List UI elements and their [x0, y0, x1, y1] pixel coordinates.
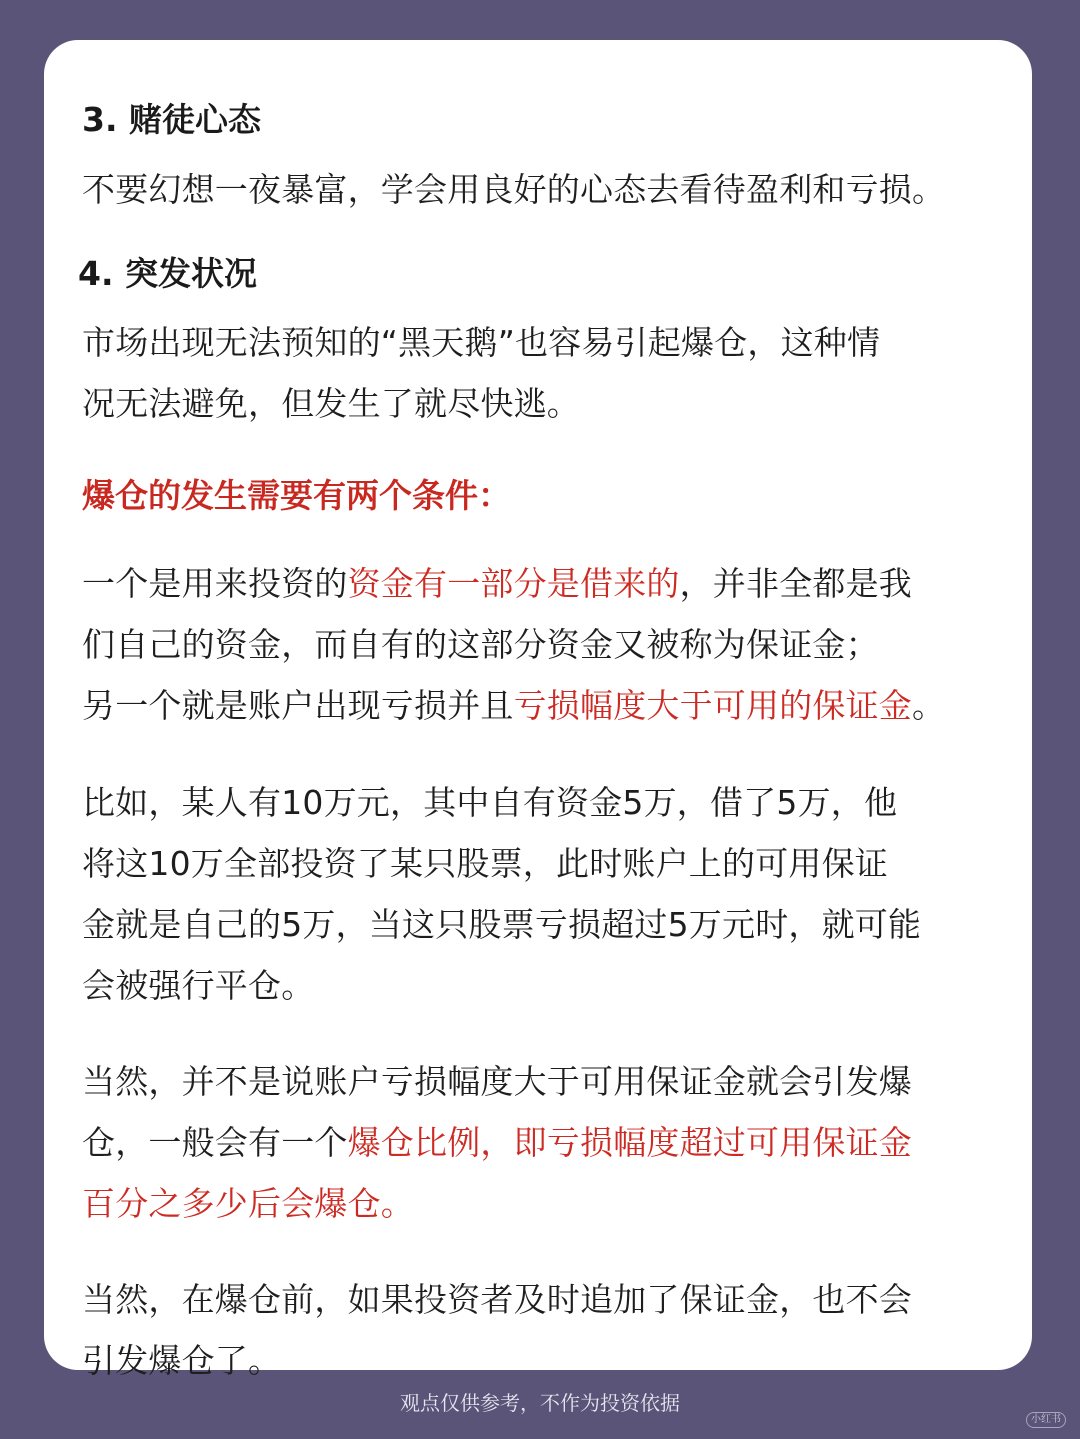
- paragraph-line: 不要幻想一夜暴富，学会用良好的心态去看待盈利和亏损。: [82, 170, 946, 209]
- paragraph-line: 比如，某人有10万元，其中自有资金5万，借了5万，他: [82, 783, 898, 822]
- paragraph-line: 当然，并不是说账户亏损幅度大于可用保证金就会引发爆: [82, 1062, 912, 1101]
- paragraph-line: 金就是自己的5万，当这只股票亏损超过5万元时，就可能: [82, 905, 922, 944]
- paragraph-line: [82, 1112, 912, 1173]
- text-segment: 一个是用来投资的: [82, 564, 348, 603]
- paragraph-line: 会被强行平仓。: [82, 966, 315, 1005]
- text-segment: 仓，一般会有一个: [82, 1123, 348, 1162]
- heading-gambler-mentality: 3. 赌徒心态: [82, 100, 261, 139]
- paragraph-example: [82, 772, 921, 1016]
- paragraph-liquidation-ratio: [82, 1051, 912, 1234]
- paragraph-line: 将这10万全部投资了某只股票，此时账户上的可用保证: [82, 844, 888, 883]
- heading-emergencies: 4. 突发状况: [78, 254, 257, 293]
- paragraph-gambler-mentality: [82, 160, 945, 220]
- conditions-heading: 爆仓的发生需要有两个条件：: [82, 476, 511, 515]
- paragraph-line: 们自己的资金，而自有的这部分资金又被称为保证金；: [82, 625, 879, 664]
- paragraph-line: 市场出现无法预知的“黑天鹅”也容易引起爆仓，这种情: [82, 323, 881, 362]
- paragraph-emergencies: [82, 312, 880, 434]
- paragraph-line: 况无法避免，但发生了就尽快逃。: [82, 384, 580, 423]
- paragraph-line: [82, 675, 945, 736]
- highlight-loss-exceeds-margin: 亏损幅度大于可用的保证金: [513, 686, 913, 725]
- paragraph-conditions: [82, 553, 945, 736]
- paragraph-line: 当然，在爆仓前，如果投资者及时追加了保证金，也不会: [82, 1280, 912, 1319]
- paragraph-margin-call: [82, 1269, 912, 1391]
- paragraph-line: [82, 553, 945, 614]
- watermark-logo: 小红书: [1026, 1412, 1066, 1428]
- highlight-liquidation-ratio: 爆仓比例，即亏损幅度超过可用保证金: [347, 1123, 913, 1162]
- highlight-borrowed-funds: 资金有一部分是借来的: [347, 564, 680, 603]
- paragraph-line: 引发爆仓了。: [82, 1341, 282, 1380]
- text-segment: 。: [912, 686, 946, 725]
- text-segment: ，并非全都是我: [679, 564, 913, 603]
- highlight-liquidation-ratio-cont: 百分之多少后会爆仓。: [82, 1184, 414, 1223]
- content-card: [44, 40, 1032, 1380]
- disclaimer-footer: 观点仅供参考，不作为投资依据: [400, 1391, 680, 1415]
- text-segment: 另一个就是账户出现亏损并且: [82, 686, 514, 725]
